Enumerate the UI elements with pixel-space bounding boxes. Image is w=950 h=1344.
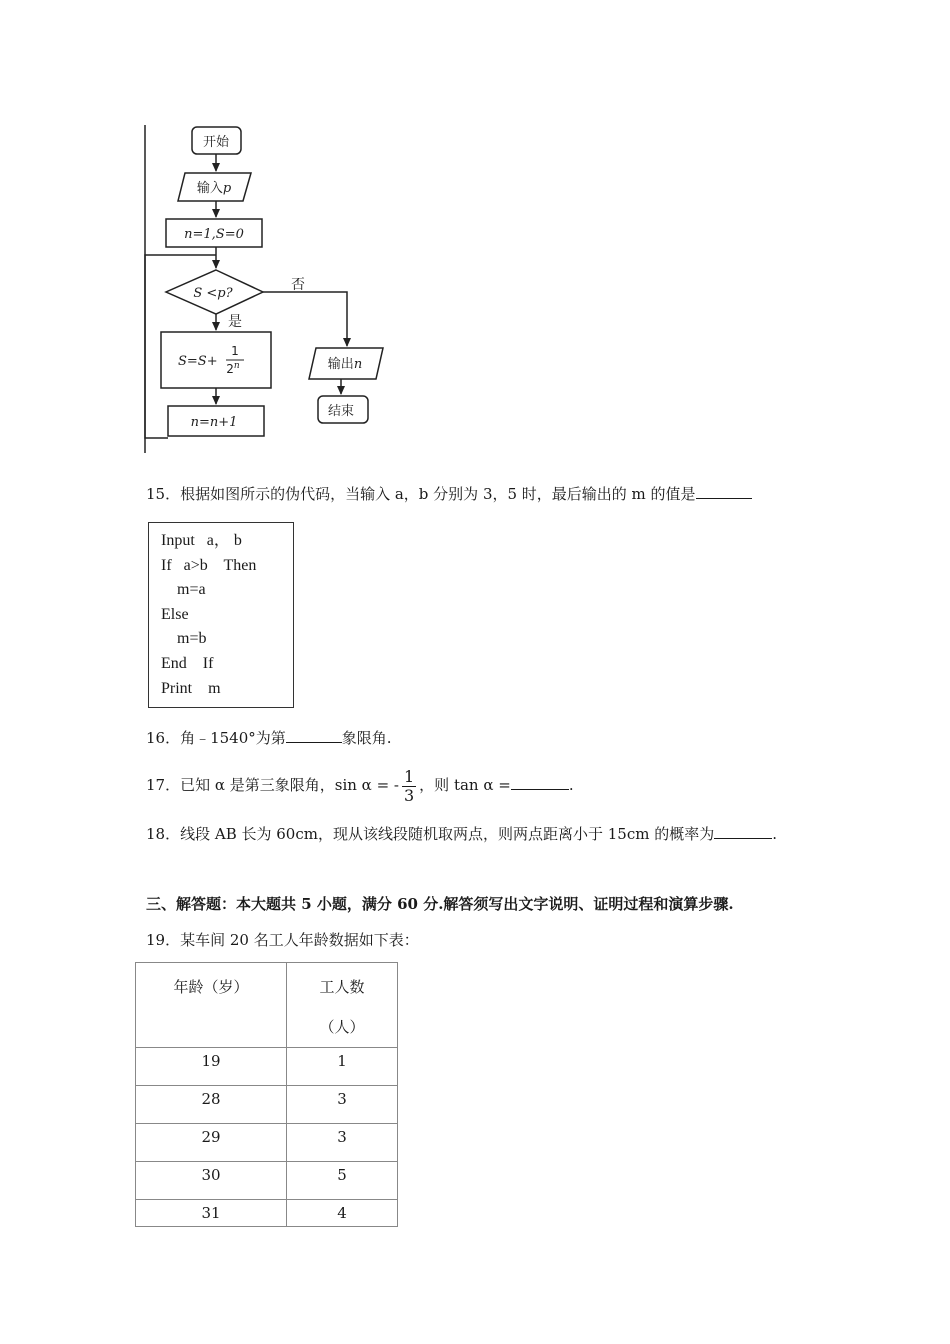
question-18 [146, 824, 777, 844]
code-line: Print m [161, 679, 221, 697]
age-cell: 30 [136, 1162, 287, 1200]
header-count-line2: （人） [319, 1018, 365, 1036]
age-cell: 31 [136, 1200, 287, 1227]
flowchart [0, 0, 950, 470]
question-17 [146, 766, 574, 805]
pseudo-code-box [148, 522, 294, 708]
question-17-after: . [568, 776, 574, 794]
count-cell: 3 [287, 1086, 398, 1124]
question-16-after: 象限角. [341, 729, 392, 747]
age-cell: 28 [136, 1086, 287, 1124]
header-age: 年龄（岁） [136, 963, 287, 1048]
flowchart-assign-left: S=S+ [178, 354, 218, 369]
question-17-middle: ，则 tan α = [419, 776, 511, 794]
flowchart-no-label: 否 [291, 277, 305, 293]
flowchart-increment-label: n=n+1 [190, 415, 238, 430]
code-line: m=a [161, 581, 206, 599]
flowchart-assign-den: 2 [226, 362, 234, 376]
flowchart-assign-num: 1 [231, 344, 239, 358]
question-16 [146, 728, 392, 748]
question-16-blank [286, 728, 342, 743]
age-cell: 29 [136, 1124, 287, 1162]
table-row [136, 1200, 398, 1227]
flowchart-end-label: 结束 [327, 404, 355, 419]
flowchart-start-label: 开始 [202, 135, 230, 150]
svg-text:输出n [328, 356, 362, 372]
flowchart-yes-label: 是 [228, 314, 242, 330]
section-3-title: 三、解答题：本大题共 5 小题，满分 60 分.解答须写出文字说明、证明过程和演算步骤. [146, 895, 734, 913]
header-count-line1: 工人数 [319, 978, 365, 996]
question-18-before: 18．线段 AB 长为 60cm，现从该线段随机取两点，则两点距离小于 15cm 的概率为 [146, 825, 715, 843]
table-row [136, 1124, 398, 1162]
question-18-blank [714, 824, 772, 839]
age-cell: 19 [136, 1048, 287, 1086]
question-17-blank [511, 775, 569, 790]
fraction-denominator: 3 [403, 785, 415, 805]
question-17-fraction [402, 768, 416, 805]
question-16-before: 16．角﹣1540°为第 [146, 729, 286, 747]
question-19: 19．某车间 20 名工人年龄数据如下表： [146, 931, 419, 949]
table-row [136, 1048, 398, 1086]
count-cell: 3 [287, 1124, 398, 1162]
flowchart-decision-label: S <p? [193, 286, 233, 301]
question-17-before: 17．已知 α 是第三象限角，sin α = - [146, 776, 399, 794]
question-15-blank [696, 484, 752, 499]
count-cell: 5 [287, 1162, 398, 1200]
code-line: End If [161, 654, 214, 672]
code-line: If a>b Then [161, 556, 257, 574]
flowchart-output-var: n [353, 357, 363, 372]
code-line: Else [161, 605, 189, 623]
svg-text:输入p [197, 180, 232, 196]
flowchart-assign-exp: n [233, 361, 240, 371]
count-cell: 4 [287, 1200, 398, 1227]
question-18-after: . [772, 825, 777, 843]
table-row [136, 1086, 398, 1124]
table-header-row [136, 963, 398, 1048]
flowchart-init-label: n=1,S=0 [184, 227, 244, 242]
question-15 [146, 484, 752, 504]
flowchart-input-var: p [222, 181, 232, 196]
code-line: m=b [161, 630, 207, 648]
table-row [136, 1162, 398, 1200]
flowchart-input-prefix: 输入 [196, 181, 223, 196]
header-count [287, 963, 398, 1048]
age-table [135, 962, 398, 1227]
code-line: Input a， b [161, 532, 242, 549]
question-15-text: 15．根据如图所示的伪代码，当输入 a，b 分别为 3，5 时，最后输出的 m 的值是 [146, 485, 696, 503]
fraction-numerator: 1 [403, 766, 415, 786]
flowchart-output-prefix: 输出 [327, 357, 354, 372]
count-cell: 1 [287, 1048, 398, 1086]
